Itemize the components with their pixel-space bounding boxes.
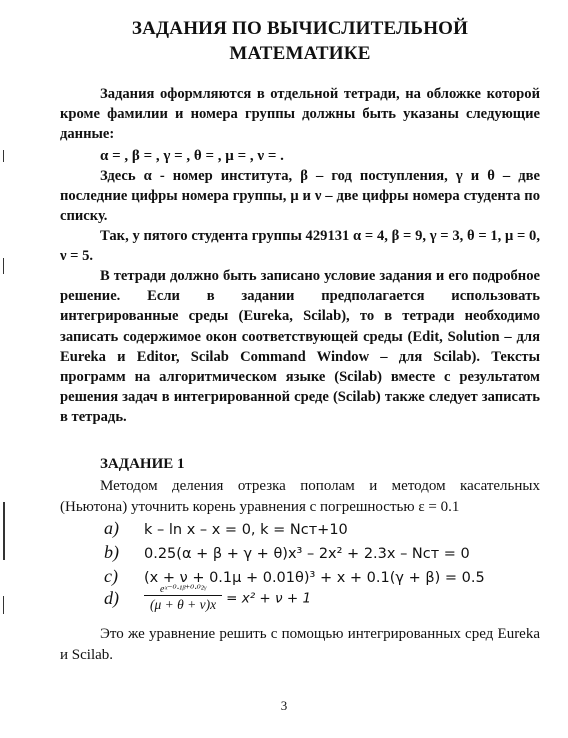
page-number: 3 <box>280 698 288 713</box>
equation-a <box>104 518 348 539</box>
intro-paragraph-4: В тетради должно быть записано условие задания и его подробное решение. Если в задании предполагается использовать интегрированные среды (Eureka, Scilab), то в тетради необходимо записать содержимое окон соответствующей среды (Edit, Solution – для Eureka и Editor, Scilab Command Window – для Scilab). Тексты программ на алгоритмическом языке (Scilab) вместе с результатом решения задач в интегрированной среде (Scilab) также следует записать в тетрадь. <box>60 268 540 426</box>
equation-rhs: = x² + ν + 1 <box>226 590 312 607</box>
scan-mark <box>3 150 4 162</box>
equation-label: c) <box>104 566 118 586</box>
equation-label: a) <box>104 518 119 538</box>
scan-mark <box>3 596 4 614</box>
equation-label: b) <box>104 542 119 562</box>
task-text: Методом деления отрезка пополам и методом касательных (Ньютона) уточнить корень уравнения с погрешностью ε = 0.1 <box>60 478 540 515</box>
intro-paragraph-1: Задания оформляются в отдельной тетради, на обложке которой кроме фамилии и номера группы должны быть указаны следующие данные: <box>60 86 540 142</box>
params-line: α = , β = , γ = , θ = , μ = , ν = . <box>100 148 284 164</box>
equation-body: (x + ν + 0.1μ + 0.01θ)³ + x + 0.1(γ + β) = 0.5 <box>144 570 485 586</box>
fraction-denominator: (μ + θ + ν)x <box>150 597 217 612</box>
equation-body: 0.25(α + β + γ + θ)x³ – 2x² + 2.3x – Nст = 0 <box>144 546 470 562</box>
document-title-line2: МАТЕМАТИКЕ <box>229 43 371 64</box>
task-footer: Это же уравнение решить с помощью интегрированных сред Eureka и Scilab. <box>60 626 540 663</box>
equation-body: k – ln x – x = 0, k = Nст+10 <box>144 522 348 538</box>
fraction-numerator: eˣ⁻⁰·¹ᵝ⁺⁰·⁰²ᵞ <box>144 584 222 596</box>
intro-paragraph-2: Здесь α - номер института, β – год поступления, γ и θ – две последние цифры номера группы, μ и ν – две цифры номера студента по списку. <box>60 168 540 224</box>
equation-b <box>104 542 470 563</box>
scan-mark <box>3 502 5 560</box>
equation-fraction <box>144 584 222 613</box>
equation-label: d) <box>104 588 119 608</box>
task-heading: ЗАДАНИЕ 1 <box>100 456 185 472</box>
scan-mark <box>3 258 4 274</box>
equation-d <box>104 584 311 613</box>
intro-paragraph-3: Так, у пятого студента группы 429131 α = 4, β = 9, γ = 3, θ = 1, μ = 0, ν = 5. <box>60 228 540 264</box>
document-title-line1: ЗАДАНИЯ ПО ВЫЧИСЛИТЕЛЬНОЙ <box>131 18 469 39</box>
